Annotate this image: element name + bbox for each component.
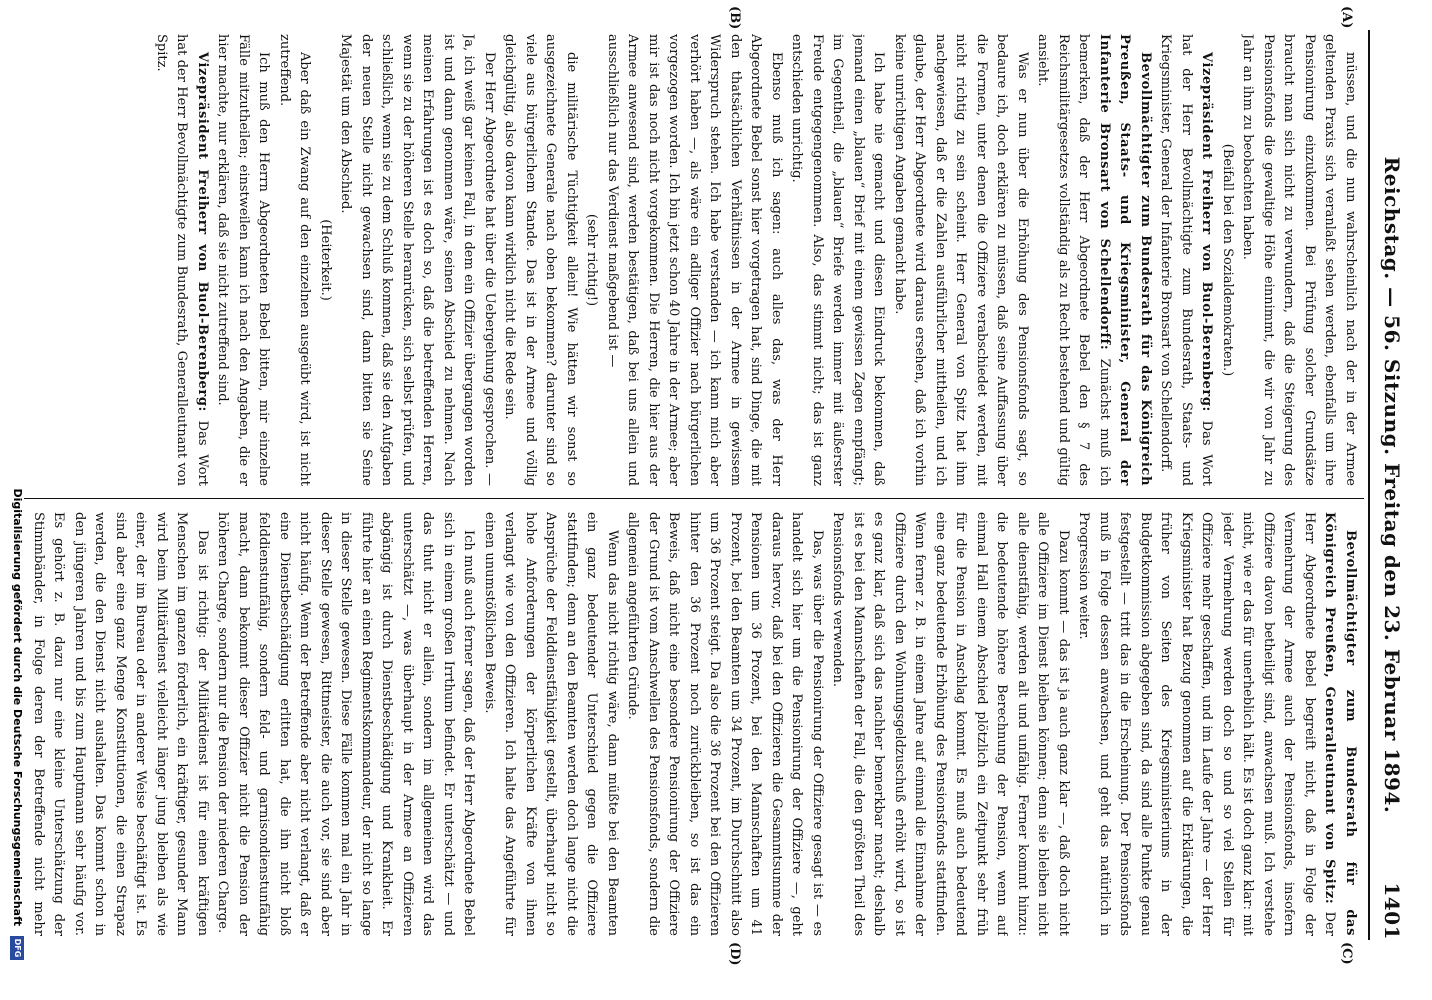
paragraph: Wenn das nicht richtig wäre, dann müßte bei den Beamten ein ganz bedeutender Unterschied gegen die Offiziere stattfinden; denn an den Beamten werden doch lange nicht die Ansprüche der Felddienstfähigkeit gestellt, überhaupt nicht so hohe Anforderungen der körperlichen Kräfte von ihnen verlangt wie von den Offizieren. Ich halte das Angeführte für einen unumstößlichen Beweis. bbox=[482, 512, 620, 936]
paragraph: Das, was über die Pensionirung der Offiziere gesagt ist — es handelt sich hier um die Pensionirung der Offiziere —, geht daraus hervor, daß bei den Offizieren die Gesammtsumme der Pensionen um 36 Prozent, bei den Mannschaften um 41 Prozent, bei den Beamten um 34 Prozent, im Durchschnitt also um 36 Prozent steigt. Da also die 36 Prozent bei den Offizieren hinter den 36 Prozent noch zurückbleiben, so ist das ein Beweis, daß nicht eine besondere Pensionirung der Offiziere der Grund ist vom Anschwellen des Pensionsfonds, sondern die allgemein angeführten Gründe. bbox=[625, 512, 825, 936]
paragraph: Das ist richtig: der Militärdienst ist für einen kräftigen Menschen im ganzen förderlich, ein kräftiger, gesunder Mann wird beim Militärdienst vielleicht länger jung bleiben als wie einer, der im Bureau oder in anderer Weise beschäftigt ist. Es sind aber eine ganz Menge Konstitutionen, die einen Strapaz werden, die den Dienst nicht aushalten. Das kommt schon in den jüngeren Jahren und bis zum Hauptmann sehr häufig vor. Es gehört z. B. dazu nur eine kleine Unterschätzung der Stimmbänder, in Folge deren der Betreffende nicht mehr bbox=[31, 512, 210, 936]
speaker-name: Bevollmächtigter zum Bundesrath für das Königreich Preußen, Staats- und Kriegsminister, General der Infanterie Bronsart von Schellendorff: bbox=[1097, 34, 1153, 486]
column-divider bbox=[24, 498, 1364, 499]
speaker-name: Vizepräsident Freiherr von Buol-Berenberg: bbox=[1199, 52, 1215, 412]
page-header bbox=[1374, 30, 1404, 940]
speech-text: Das Wort hat der Herr Bevollmächtigte zum Bundesrath, Staats- und Kriegsminister, General der Infanterie Bronsart von Schellendorff. bbox=[1158, 34, 1215, 486]
paragraph: die militärische Tüchtigkeit allein! Wie hätten wir sonst so ausgezeichnete Generale nach oben bekommen? darunter sind so viele aus bürgerlichem Stande. Das ist in der Armee und völlig gleichgültig, also davon kann wirklich nicht die Rede sein. bbox=[502, 34, 579, 486]
speech-text: Das Wort hat der Herr Bevollmächtigte zum Bundesrath, Generalleutnant von Spitz. bbox=[154, 34, 210, 486]
header-title: Reichstag. — 56. Sitzung. Freitag den 23. Februar 1894. bbox=[1380, 156, 1404, 814]
paragraph bbox=[151, 34, 213, 486]
margin-marker-a: (A) bbox=[1339, 6, 1354, 29]
paragraph: Ich habe nie gemacht und diesen Eindruck bekommen, daß jemand einen „blauen“ Brief mit einem gewissen Zagen empfängt; im Gegentheil, die „blauen“ Briefe werden immer mit äußerster Freude entgegengenommen. Also, das stimmt nicht; das ist ganz entschieden unrichtig. bbox=[789, 34, 887, 486]
interjection: (Heiterkeit.) bbox=[318, 219, 333, 301]
speaker-name: Vizepräsident Freiherr von Buol-Berenberg: bbox=[195, 52, 210, 412]
paragraph: Ich muß auch ferner sagen, daß der Herr Abgeordnete Bebel sich in einem großen Irrthum befindet. Er unterschätzt — und das thut nicht er allein, sondern im allgemeinen wird das unterschätzt —, was überhaupt in der Armee an Offizieren abgängig ist durch Dienstbeschädigung und Krankheit. Er führte hier an einen Regimentskommandeur, der nicht so lange in dieser Stelle gewesen. Diese Fälle kommen mal ein Jahr in dieser Stelle gewesen, Rittmeister, die auch vor, sie sind aber nicht häufig. Wenn der Betreffende aber nicht verlangt, daß er eine Dienstbeschädigung erlitten hat, die ihn nicht bloß felddienstunfähig, sondern feld- und garnisondienstunfähig macht, dann bekommt dieser Offizier nicht die Pension der höheren Charge, sondern nur die Pension der niederen Charge. bbox=[215, 512, 477, 936]
speech-text: Der Herr Abgeordnete Bebel begreift nicht, daß in Folge der Vermehrung der Armee auch der Pensionsfonds, insofern Offiziere davon betheiligt sind, anwachsen muß. Ich verstehe nicht, wie er das für unerheblich hält. Es ist doch ganz klar: mit jeder Vermehrung werden doch so und so viel Stellen für Offiziere mehr geschaffen, und im Laufe der Jahre — der Herr Kriegsminister hat Bezug genommen auf die Erklärungen, die früher von Seiten des Kriegsministeriums in der Budgetkommission abgegeben sind, da sind alle Punkte genau festgestellt — tritt das in die Erscheinung. Der Pensionsfonds muß in Folge dessen anwachsen, und geht das natürlich in Progression weiter. bbox=[1076, 512, 1338, 936]
interjection: (sehr richtig!) bbox=[584, 213, 600, 307]
paragraph: Ich muß den Herrn Abgeordneten Bebel bitten, mir einzelne Fälle mitzutheilen; einstweilen kann ich nach den Angaben, die er hier machte, nur erklären, daß sie nicht zutreffend sind. bbox=[215, 34, 272, 486]
credit-text: Digitalisierung gefördert durch die Deutsche Forschungsgemeinschaft bbox=[11, 488, 24, 927]
speaker-name: Bevollmächtigter zum Bundesrath für das Königreich Preußen, Generalleutnant von Spitz: bbox=[1322, 512, 1358, 936]
margin-marker-b: (B) bbox=[727, 6, 742, 30]
margin-marker-c: (C) bbox=[1339, 942, 1354, 965]
paragraph bbox=[1155, 34, 1217, 486]
paragraph: Der Herr Abgeordnete hat über die Uebergehung gesprochen. — Ja, ich weiß gar keinen Fall, in dem ein Offizier übergangen worden ist und dann genommen wäre, seinen Abschied zu nehmen. Nach meinen Erfahrungen ist es doch so, daß die betreffenden Herren, wenn sie zu der höheren Stelle heranrücken, sich selbst prüfen, und schließlich, wenn sie zu dem Schluß kommen, daß sie den Aufgaben der neuen Stelle nicht gewachsen sind, dann bitten sie Seine Majestät um den Abschied. bbox=[338, 34, 497, 486]
header-rule bbox=[1368, 30, 1370, 940]
paragraph bbox=[1032, 34, 1155, 486]
page-number: 1401 bbox=[1380, 882, 1404, 940]
paragraph: Dazu kommt — das ist ja auch ganz klar —, daß doch nicht alle Offiziere im Dienst bleiben können; denn sie bleiben nicht alle dienstfähig, werden alt und unfähig. Ferner kommt hinzu: die bedeutende höhere Berechnung der Pension, wenn auf einmal Hall einem Abschied plötzlich ein Zeitpunkt sehr früh für die Pension in Anschlag kommt. Es muß auch bedeutend eine ganz bedeutende Erhöhung des Pensionsfonds stattfinden. Wenn ferner z. B. in einem Jahre auf einmal die Einnahme der Offiziere durch den Wohnungsgeldzuschuß erhöht wird, so ist es ganz klar, daß sich das nachher bemerkbar macht; deshalb ist es bei den Mannschaften der Fall, die den größten Theil des Pensionsfonds verwenden. bbox=[830, 512, 1071, 936]
paragraph: Ebenso muß ich sagen: auch alles das, was der Herr Abgeordnete Bebel sonst hier vorgetragen hat, sind Dinge, die mit den thatsächlichen Verhältnissen in der Armee in gewissem Widerspruch stehen. Ich habe verstanden — ich kann mich aber verhört haben —, als wäre ein adliger Offizier nach bürgerlichen vorgezogen worden. Ich bin jetzt schon 40 Jahre in der Armee; aber mir ist das noch nicht vorgekommen. Die Herren, die hier aus der Armee anwesend sind, werden bestätigen, daß bei uns allein und ausschließlich nur das Verdienst maßgebend ist — bbox=[605, 34, 784, 486]
paragraph: Was er nun über die Erhöhung des Pensionsfonds sagt, so bedaure ich, doch erklären zu müssen, daß seine Auffassung über die Formen, unter denen die Offiziere verabschiedet werden, mit nicht richtig zu sein scheint. Herr General von Spitz hat ihm nachgewiesen, daß er die Zahlen ausführlicher mittheilen, und ich glaube, der Herr Abgeordnete wird daraus ersehen, daß ich vorhin keine unrichtigen Angaben gemacht habe. bbox=[892, 34, 1030, 486]
speech-text: Zunächst muß ich bemerken, daß der Herr Abgeordnete Bebel den § 7 des Reichsmilitärgesetzes vollständig als zu Recht bestehend und gültig ansieht. bbox=[1035, 34, 1112, 486]
left-column bbox=[30, 34, 1360, 486]
right-column bbox=[30, 512, 1360, 936]
paragraph: Aber daß ein Zwang auf den einzelnen ausgeübt wird, ist nicht zutreffend. bbox=[277, 34, 313, 486]
dfg-logo: DFG bbox=[10, 936, 24, 960]
digitization-credit bbox=[2, 0, 24, 1000]
interjection: (Beifall bei den Sozialdemokraten.) bbox=[1220, 143, 1235, 377]
paragraph bbox=[1073, 512, 1360, 936]
margin-marker-d: (D) bbox=[727, 942, 742, 966]
paragraph: müssen, und die nun wahrscheinlich nach der in der Armee geltenden Praxis sich veranlaßt sehen werden, ebenfalls um ihre Pensionirung einzukommen. Bei Prüfung solcher Grundsätze braucht man sich nicht zu verwundern, daß die Steigerung des Pensionsfonds die gewaltige Höhe einnimmt, die wir von Jahr zu Jahr an ihm zu beobachten haben. bbox=[1240, 34, 1358, 486]
